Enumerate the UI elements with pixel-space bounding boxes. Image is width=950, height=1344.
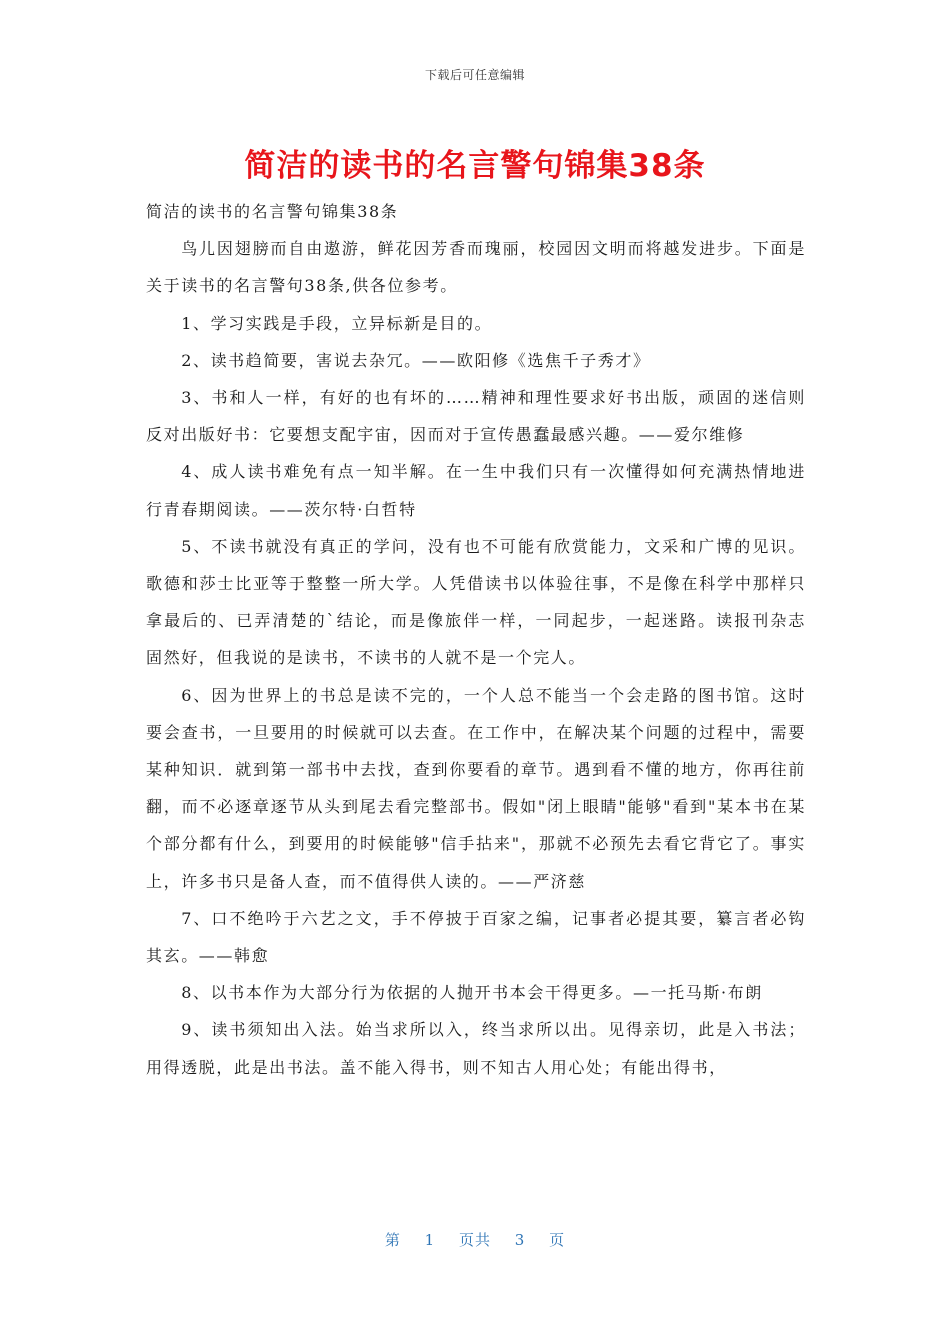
paragraph-quote-8: 8、以书本作为大部分行为依据的人抛开书本会干得更多。—一托马斯·布朗 xyxy=(181,983,763,1003)
paragraph-quote-9: 9、读书须知出入法。始当求所以入，终当求所以出。见得亲切，此是入书法；用得透脱，此是出书法。盖不能入得书，则不知古人用心处；有能出得书， xyxy=(146,1020,806,1077)
document-body xyxy=(146,193,806,1086)
paragraph-quote-5: 5、不读书就没有真正的学问，没有也不可能有欣赏能力，文采和广博的见识。歌德和莎士比亚等于整整一所大学。人凭借读书以体验往事，不是像在科学中那样只拿最后的、已弄清楚的`结论，而是像旅伴一样，一同起步，一起迷路。读报刊杂志固然好，但我说的是读书，不读书的人就不是一个完人。 xyxy=(146,536,806,668)
document-subtitle: 简洁的读书的名言警句锦集38条 xyxy=(146,202,399,221)
header-note: 下载后可任意编辑 xyxy=(424,68,525,82)
document-title: 简洁的读书的名言警句锦集38条 xyxy=(244,148,706,184)
paragraph-quote-2: 2、读书趋简要，害说去杂冗。——欧阳修《选焦千子秀才》 xyxy=(181,350,651,370)
paragraph-quote-4: 4、成人读书难免有点一知半解。在一生中我们只有一次懂得如何充满热情地进行青春期阅读。——茨尔特·白哲特 xyxy=(146,462,806,519)
paragraph-quote-3: 3、书和人一样，有好的也有坏的……精神和理性要求好书出版，顽固的迷信则反对出版好书：它要想支配宇宙，因而对于宣传愚蠢最感兴趣。——爱尔维修 xyxy=(146,388,806,445)
paragraph-quote-6: 6、因为世界上的书总是读不完的，一个人总不能当一个会走路的图书馆。这时要会查书，一旦要用的时候就可以去查。在工作中，在解决某个问题的过程中，需要某种知识．就到第一部书中去找，查到你要看的章节。遇到看不懂的地方，你再往前翻，而不必逐章逐节从头到尾去看完整部书。假如"闭上眼睛"能够"看到"某本书在某个部分都有什么，到要用的时候能够"信手拈来"，那就不必预先去看它背它了。事实上，许多书只是备人查，而不值得供人读的。——严济慈 xyxy=(146,685,806,891)
page-number-footer: 第 1 页共 3 页 xyxy=(384,1231,566,1249)
paragraph-quote-1: 1、学习实践是手段，立异标新是目的。 xyxy=(181,313,493,333)
paragraph-quote-7: 7、口不绝吟于六艺之文，手不停披于百家之编，记事者必提其要，纂言者必钩其玄。——韩愈 xyxy=(146,908,806,966)
paragraph-intro: 鸟儿因翅膀而自由遨游，鲜花因芳香而瑰丽，校园因文明而将越发进步。下面是关于读书的名言警句38条,供各位参考。 xyxy=(146,239,806,296)
